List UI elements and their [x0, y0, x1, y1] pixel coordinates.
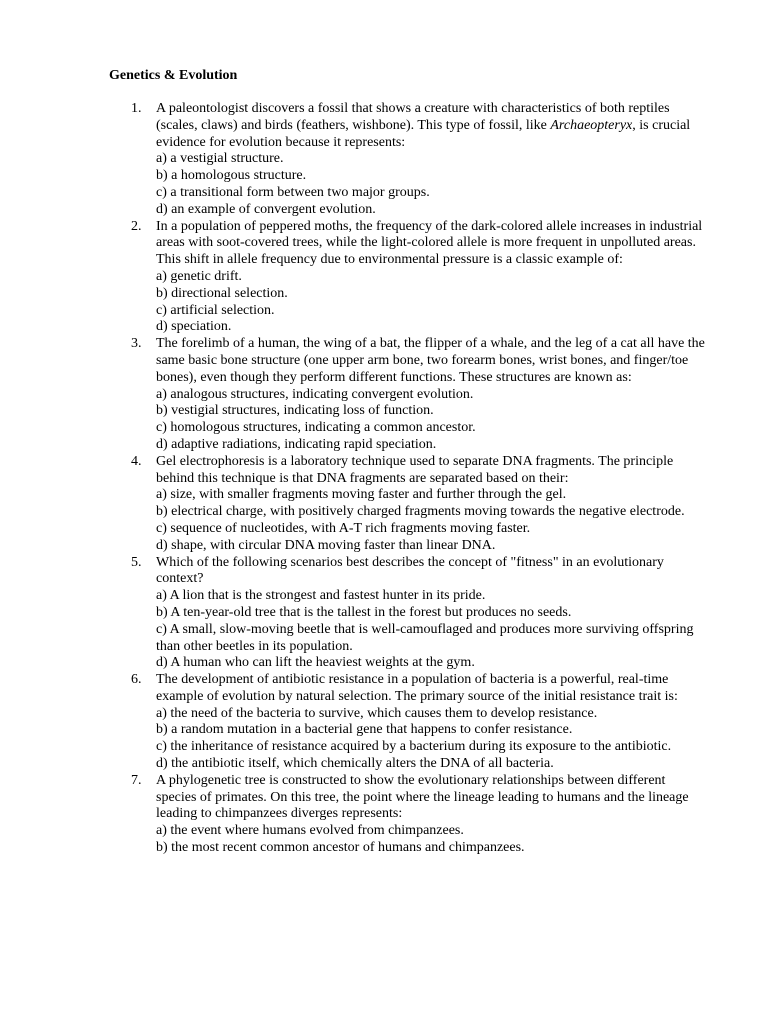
question-item — [109, 454, 708, 555]
answer-option: d) A human who can lift the heaviest weights at the gym. — [156, 655, 475, 671]
question-text: Which of the following scenarios best describes the concept of "fitness" in an evolutionary context? — [156, 554, 664, 587]
question-number: 1. — [131, 101, 142, 116]
answer-option: a) analogous structures, indicating convergent evolution. — [156, 386, 474, 402]
answer-option: c) homologous structures, indicating a common ancestor. — [156, 420, 476, 436]
question-item — [109, 555, 708, 673]
question-number: 2. — [131, 218, 142, 234]
question-text-italic: Archaeopteryx — [550, 117, 633, 133]
answer-option: c) the inheritance of resistance acquired by a bacterium during its exposure to the antibiotic. — [156, 739, 672, 755]
question-number: 7. — [131, 772, 142, 788]
question-text: A phylogenetic tree is constructed to show the evolutionary relationships between different species of primates. On this tree, the point where the lineage leading to humans and the lineage leading to chimpanzees diverges represents: — [156, 772, 689, 822]
answer-option: d) the antibiotic itself, which chemically alters the DNA of all bacteria. — [156, 756, 554, 772]
answer-option: c) A small, slow-moving beetle that is well-camouflaged and produces more surviving offspring than other beetles in its population. — [156, 621, 694, 654]
answer-option: a) size, with smaller fragments moving faster and further through the gel. — [156, 487, 567, 503]
question-text: The development of antibiotic resistance in a population of bacteria is a powerful, real-time example of evolution by natural selection. The primary source of the initial resistance trait is: — [156, 672, 678, 704]
answer-option: a) A lion that is the strongest and fastest hunter in its pride. — [156, 588, 486, 604]
answer-option: a) a vestigial structure. — [156, 151, 284, 167]
answer-option: b) A ten-year-old tree that is the tallest in the forest but produces no seeds. — [156, 604, 572, 620]
answer-option: b) a homologous structure. — [156, 168, 307, 184]
answer-option: a) the event where humans evolved from chimpanzees. — [156, 823, 464, 839]
document-title: Genetics & Evolution — [109, 68, 238, 83]
answer-option: a) genetic drift. — [156, 268, 242, 284]
answer-option: d) adaptive radiations, indicating rapid speciation. — [156, 436, 437, 452]
question-text-part: A paleontologist discovers a fossil that shows a creature with characteristics of both reptiles (scales, claws) and birds (feathers, wishbone). This type of fossil, like — [156, 101, 670, 133]
answer-option: d) speciation. — [156, 319, 232, 335]
answer-option: b) the most recent common ancestor of humans and chimpanzees. — [156, 840, 525, 856]
question-text: Gel electrophoresis is a laboratory technique used to separate DNA fragments. The principle behind this technique is that DNA fragments are separated based on their: — [156, 453, 674, 486]
answer-option: c) sequence of nucleotides, with A-T rich fragments moving faster. — [156, 520, 531, 536]
question-text-part: , is crucial evidence for evolution because it represents: — [156, 117, 691, 150]
question-item — [109, 101, 708, 219]
question-item — [109, 773, 708, 857]
question-item — [109, 219, 708, 337]
answer-option: b) directional selection. — [156, 285, 288, 301]
question-list — [109, 101, 708, 857]
question-text: In a population of peppered moths, the frequency of the dark-colored allele increases in industrial areas with soot-covered trees, while the light-colored allele is more frequent in unpolluted areas. This shift in allele frequency due to environmental pressure is a classic example of: — [156, 218, 703, 268]
answer-option: b) electrical charge, with positively charged fragments moving towards the negative electrode. — [156, 504, 685, 520]
answer-option: d) shape, with circular DNA moving faster than linear DNA. — [156, 537, 496, 553]
answer-option: b) vestigial structures, indicating loss of function. — [156, 403, 434, 419]
answer-option: c) artificial selection. — [156, 302, 275, 318]
question-item — [109, 672, 708, 773]
answer-option: b) a random mutation in a bacterial gene that happens to confer resistance. — [156, 722, 573, 738]
answer-option: c) a transitional form between two major groups. — [156, 184, 430, 200]
answer-option: d) an example of convergent evolution. — [156, 201, 376, 217]
question-text: The forelimb of a human, the wing of a bat, the flipper of a whale, and the leg of a cat all have the same basic bone structure (one upper arm bone, two forearm bones, wrist bones, and finger/toe bones), even though they perform different functions. These structures are known as: — [156, 336, 705, 385]
question-number: 5. — [131, 554, 142, 570]
question-text — [156, 101, 708, 151]
answer-option: a) the need of the bacteria to survive, which causes them to develop resistance. — [156, 705, 598, 721]
question-item — [109, 336, 708, 454]
question-number: 6. — [131, 672, 142, 688]
question-number: 4. — [131, 453, 142, 469]
question-number: 3. — [131, 336, 142, 352]
